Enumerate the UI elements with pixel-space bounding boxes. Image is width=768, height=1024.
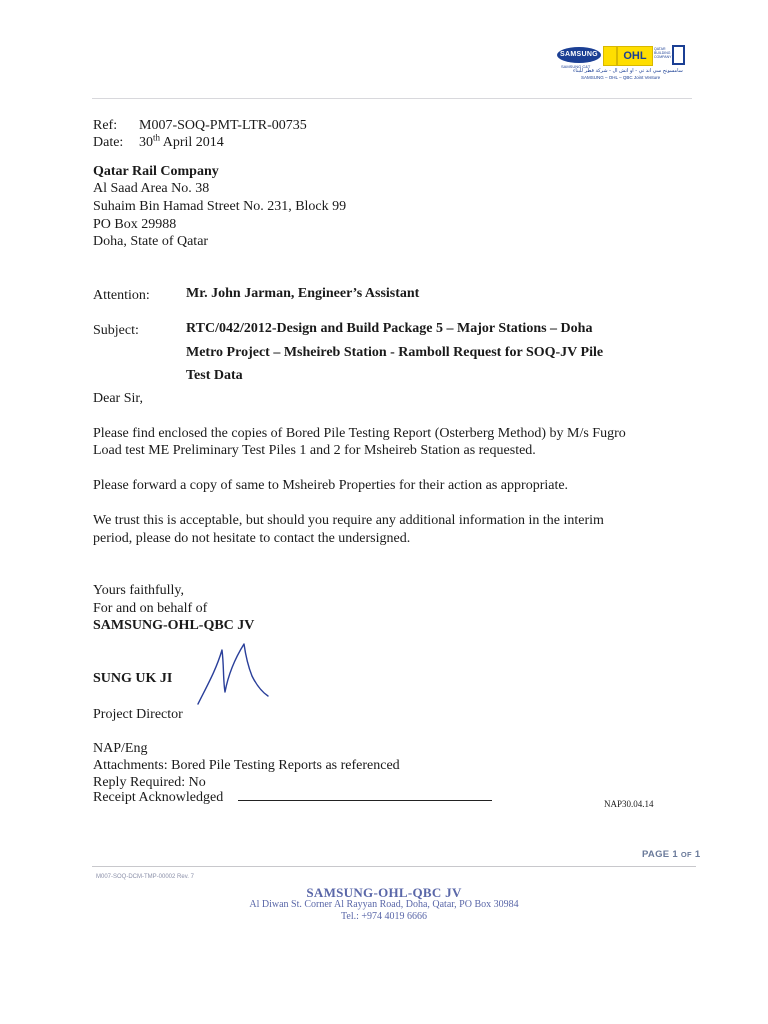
body-paragraph-1-line: Please find enclosed the copies of Bored Pile Testing Report (Osterberg Method) by M/s Fugro: [93, 426, 626, 441]
signatory-title: Project Director: [93, 707, 183, 722]
salutation: Dear Sir,: [93, 391, 143, 406]
samsung-sub-label: SAMSUNG C&T: [561, 64, 591, 69]
attachments-line: Attachments: Bored Pile Testing Reports as referenced: [93, 758, 400, 773]
attention-value: Mr. John Jarman, Engineer’s Assistant: [186, 286, 420, 301]
logo-jv-line: SAMSUNG – OHL – QBC Joint Venture: [581, 75, 661, 80]
footer-divider: [92, 866, 696, 867]
subject-line: Test Data: [186, 368, 243, 383]
qbc-mark-icon: [672, 45, 685, 65]
body-paragraph-2: Please forward a copy of same to Msheireb Properties for their action as appropriate.: [93, 478, 569, 493]
ref-label: Ref:: [93, 118, 118, 133]
header-divider: [92, 98, 692, 99]
document-code: NAP30.04.14: [604, 799, 654, 809]
recipient-address-line: Doha, State of Qatar: [93, 234, 209, 249]
reply-required-line: Reply Required: No: [93, 775, 206, 790]
attention-label: Attention:: [93, 288, 150, 303]
body-paragraph-3-line: period, please do not hesitate to contact the undersigned.: [93, 531, 411, 546]
receipt-signature-line: [238, 800, 492, 801]
body-paragraph-1-line: Load test ME Preliminary Test Piles 1 and 2 for Msheireb Station as requested.: [93, 443, 536, 458]
date-label: Date:: [93, 135, 124, 150]
handwritten-signature: [194, 636, 274, 708]
ref-initials: NAP/Eng: [93, 741, 148, 756]
subject-line: RTC/042/2012-Design and Build Package 5 – Major Stations – Doha: [186, 321, 593, 336]
footer-telephone: Tel.: +974 4019 6666: [340, 911, 428, 922]
company-logo: [557, 44, 687, 84]
form-reference: M007-SOQ-DCM-TMP-00002 Rev. 7: [96, 874, 194, 880]
footer-company-name: SAMSUNG-OHL-QBC JV: [306, 885, 462, 900]
ref-value: M007-SOQ-PMT-LTR-00735: [139, 118, 307, 133]
recipient-address-line: Al Saad Area No. 38: [93, 181, 210, 196]
recipient-address-line: PO Box 29988: [93, 217, 177, 232]
subject-label: Subject:: [93, 323, 139, 338]
body-paragraph-3-line: We trust this is acceptable, but should you require any additional information in the interim: [93, 513, 604, 528]
closing-line: Yours faithfully,: [93, 583, 185, 598]
ohl-mark-icon: [603, 46, 617, 66]
recipient-address-line: Suhaim Bin Hamad Street No. 231, Block 99: [93, 199, 347, 214]
company-signature-block: SAMSUNG-OHL-QBC JV: [93, 618, 255, 633]
signatory-name: SUNG UK JI: [93, 671, 173, 686]
page-number: PAGE 1 OF 1: [642, 849, 701, 860]
qbc-logo-text: QATAR BUILDING COMPANY: [654, 47, 672, 60]
closing-line: For and on behalf of: [93, 601, 208, 616]
footer-address: Al Diwan St. Corner Al Rayyan Road, Doha, Qatar, PO Box 30984: [249, 899, 519, 910]
samsung-logo: SAMSUNG: [557, 47, 601, 63]
subject-line: Metro Project – Msheireb Station - Ramboll Request for SOQ-JV Pile: [186, 345, 604, 360]
receipt-acknowledged-line: Receipt Acknowledged: [93, 790, 224, 805]
date-value: 30th April 2014: [139, 132, 224, 150]
logo-arabic-line: سامسونج سي اند تي - او اتش ال - شركة قطر للبناء: [573, 68, 683, 74]
ohl-logo: OHL: [617, 46, 653, 66]
recipient-company: Qatar Rail Company: [93, 164, 219, 179]
